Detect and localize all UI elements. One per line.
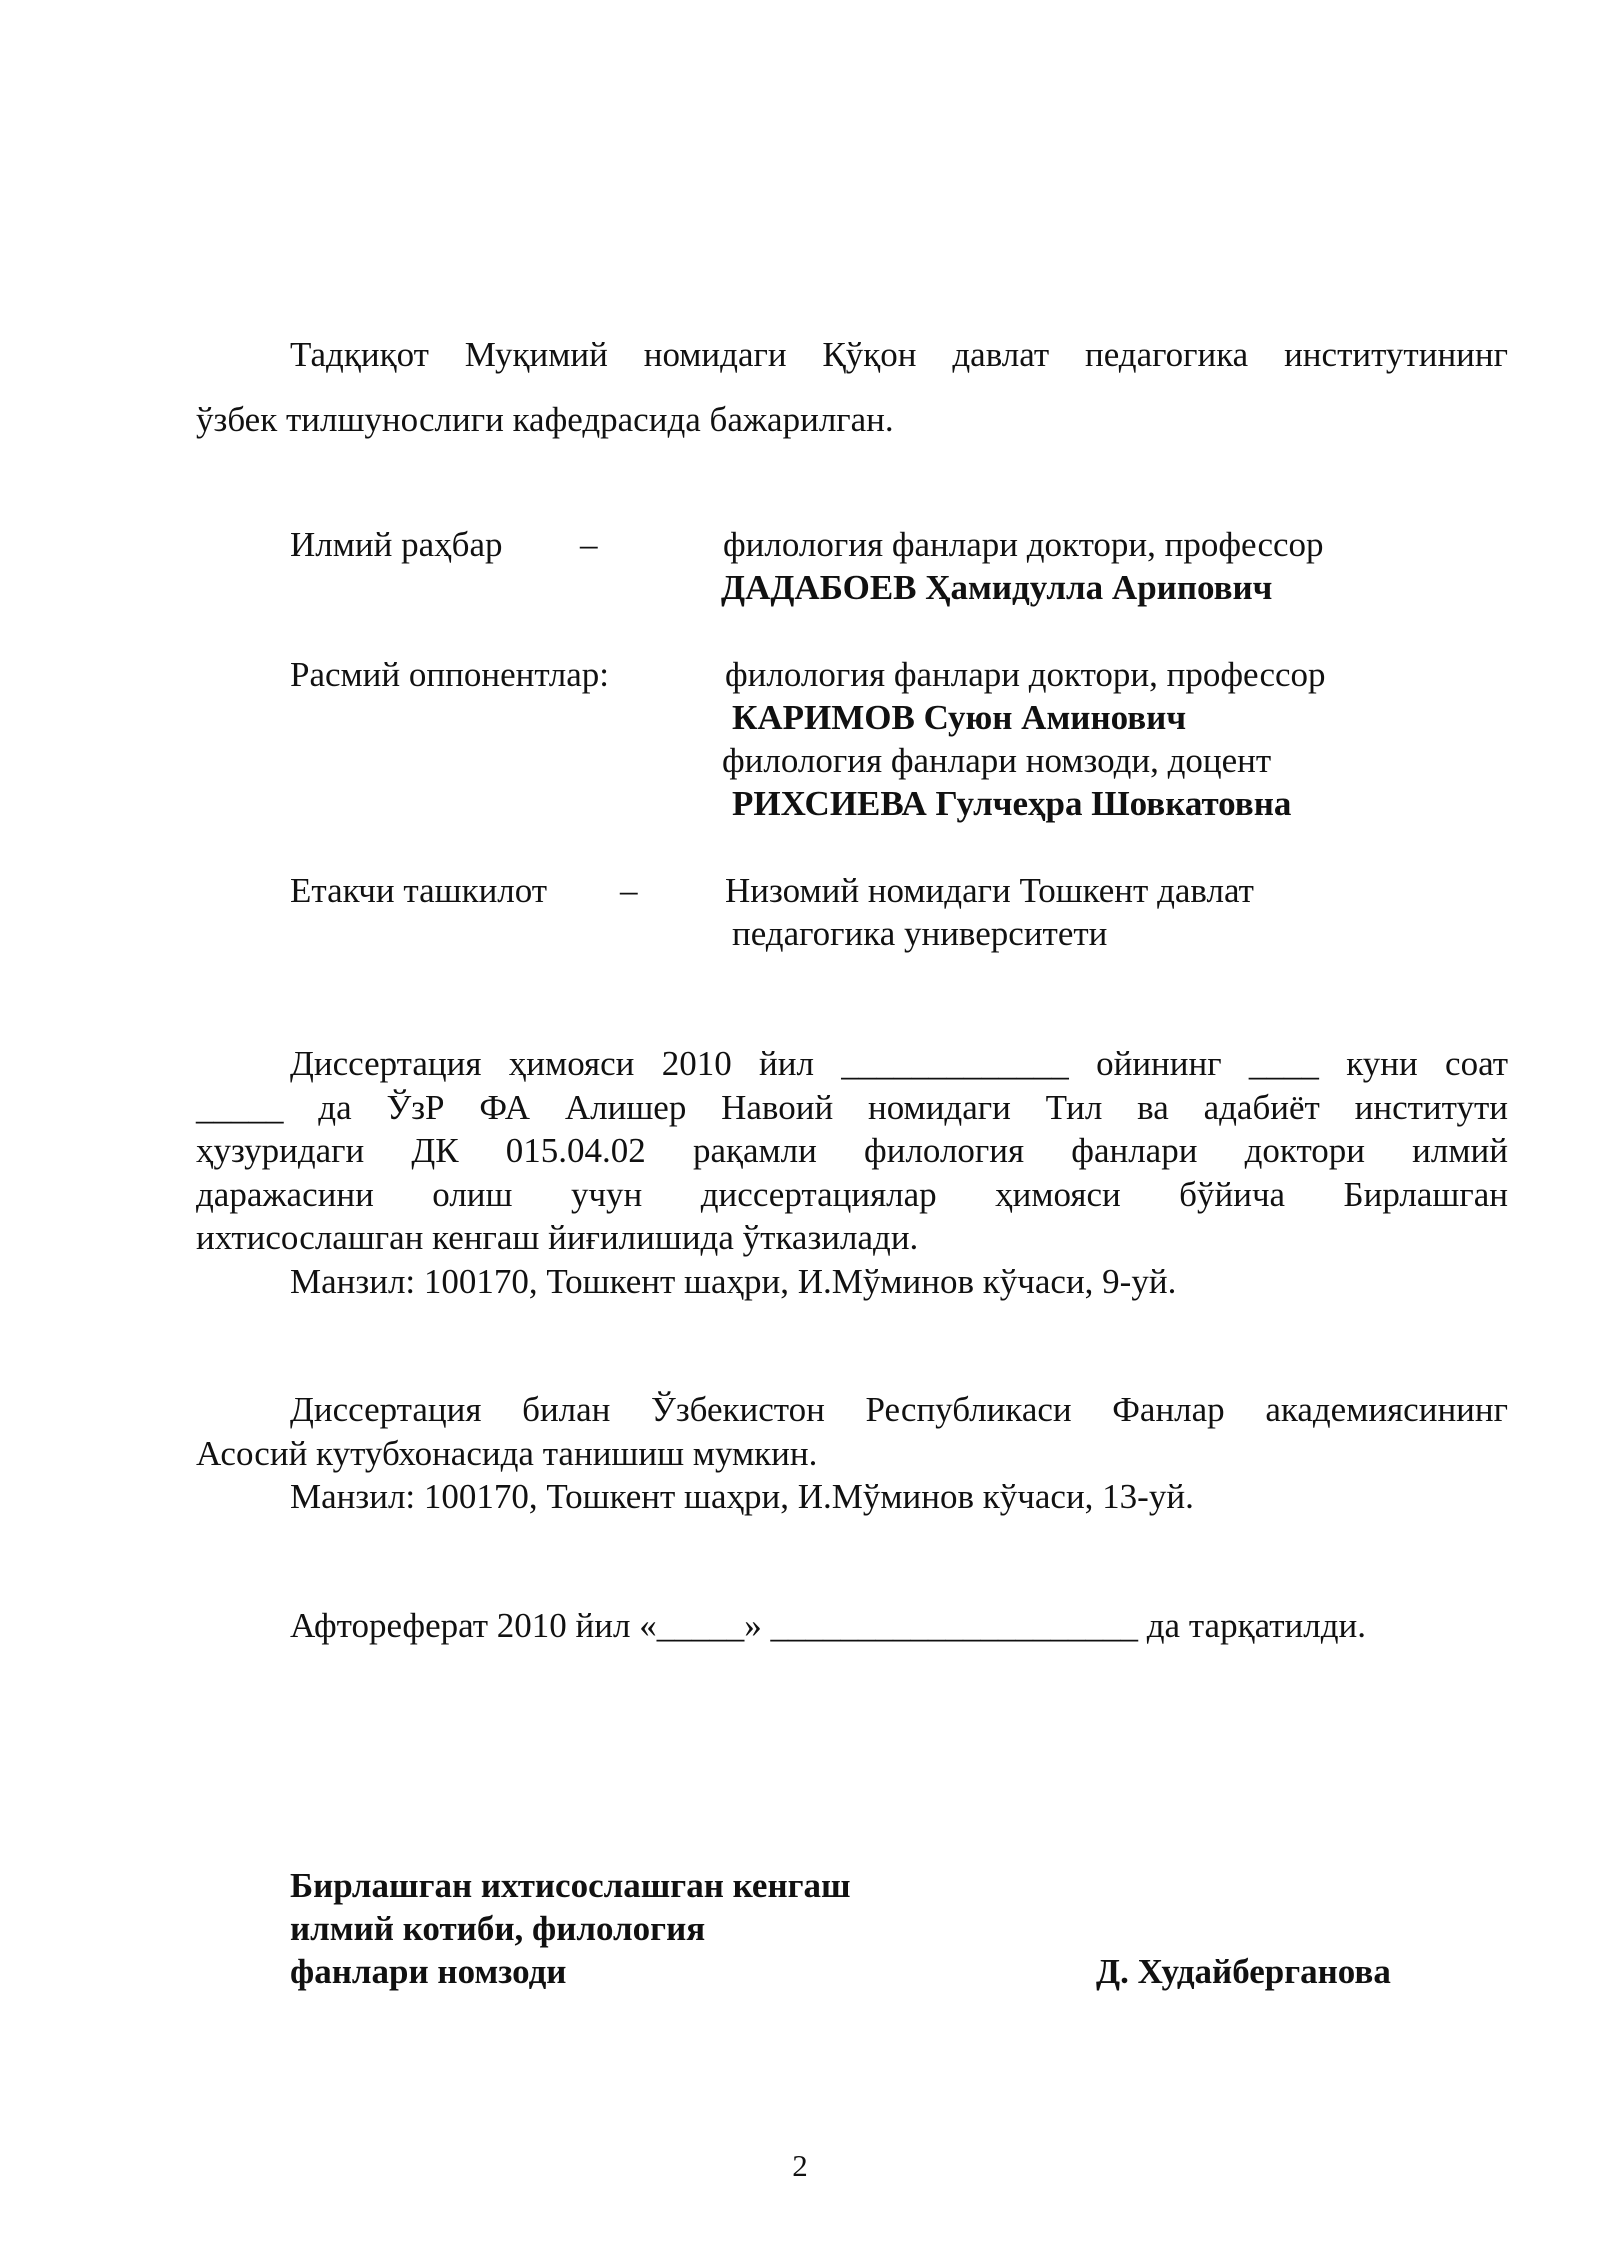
intro-line: ўзбек тилшунослиги кафедрасида бажарилган. [196,400,894,439]
defense-line: даражасини олиш учун диссертациялар ҳимояси бўйича Бирлашган [196,1174,1508,1214]
leading-org-line: Низомий номидаги Тошкент давлат [725,871,1254,910]
opponent-name: КАРИМОВ Суюн Аминович [732,698,1187,737]
defense-line: _____ да ЎзР ФА Алишер Навоий номидаги Тил ва адабиёт институти [196,1087,1508,1127]
leading-org-role: Етакчи ташкилот [290,871,548,910]
library-paragraph [196,1388,1508,1519]
opponent-title: филология фанлари доктори, профессор [725,655,1326,694]
intro-line: Тадқиқот Муқимий номидаги Қўқон давлат педагогика институтининг [290,335,1508,374]
library-line: Асосий кутубхонасида танишиш мумкин. [196,1433,818,1473]
defense-paragraph [196,1042,1508,1303]
signature-line: илмий котиби, филология [290,1909,706,1948]
opponents-role: Расмий оппонентлар: [290,655,609,694]
defense-line: Диссертация ҳимояси 2010 йил _____________ ойининг ____ куни соат [290,1044,1508,1083]
opponent-name: РИХСИЕВА Гулчеҳра Шовкатовна [732,784,1292,823]
intro-paragraph [196,322,1508,452]
defense-line: ихтисослашган кенгаш йиғилишида ўтказилади. [196,1218,919,1257]
library-address: Манзил: 100170, Тошкент шаҳри, И.Мўминов кўчаси, 13-уй. [290,1477,1194,1516]
supervisor-name: ДАДАБОЕВ Ҳамидулла Арипович [721,568,1273,607]
autoreferat-line: Афтореферат 2010 йил «_____» _____________________ да тарқатилди. [290,1606,1366,1645]
signature-line: Бирлашган ихтисослашган кенгаш [290,1866,851,1905]
page-number: 2 [792,2148,808,2183]
library-line: Диссертация билан Ўзбекистон Республикаси Фанлар академиясининг [290,1390,1508,1429]
defense-line: ҳузуридаги ДК 015.04.02 рақамли филология фанлари доктори илмий [196,1131,1508,1170]
supervisor-title: филология фанлари доктори, профессор [723,525,1324,564]
opponent-title: филология фанлари номзоди, доцент [722,741,1272,780]
supervisor-dash: – [580,525,598,564]
defense-address: Манзил: 100170, Тошкент шаҳри, И.Мўминов кўчаси, 9-уй. [290,1261,1177,1301]
supervisor-role: Илмий раҳбар [290,525,503,564]
signature-line: фанлари номзоди [290,1952,567,1991]
leading-org-line: педагогика университети [732,914,1108,953]
signature-name: Д. Худайберганова [1096,1952,1391,1991]
leading-org-dash: – [620,871,638,910]
